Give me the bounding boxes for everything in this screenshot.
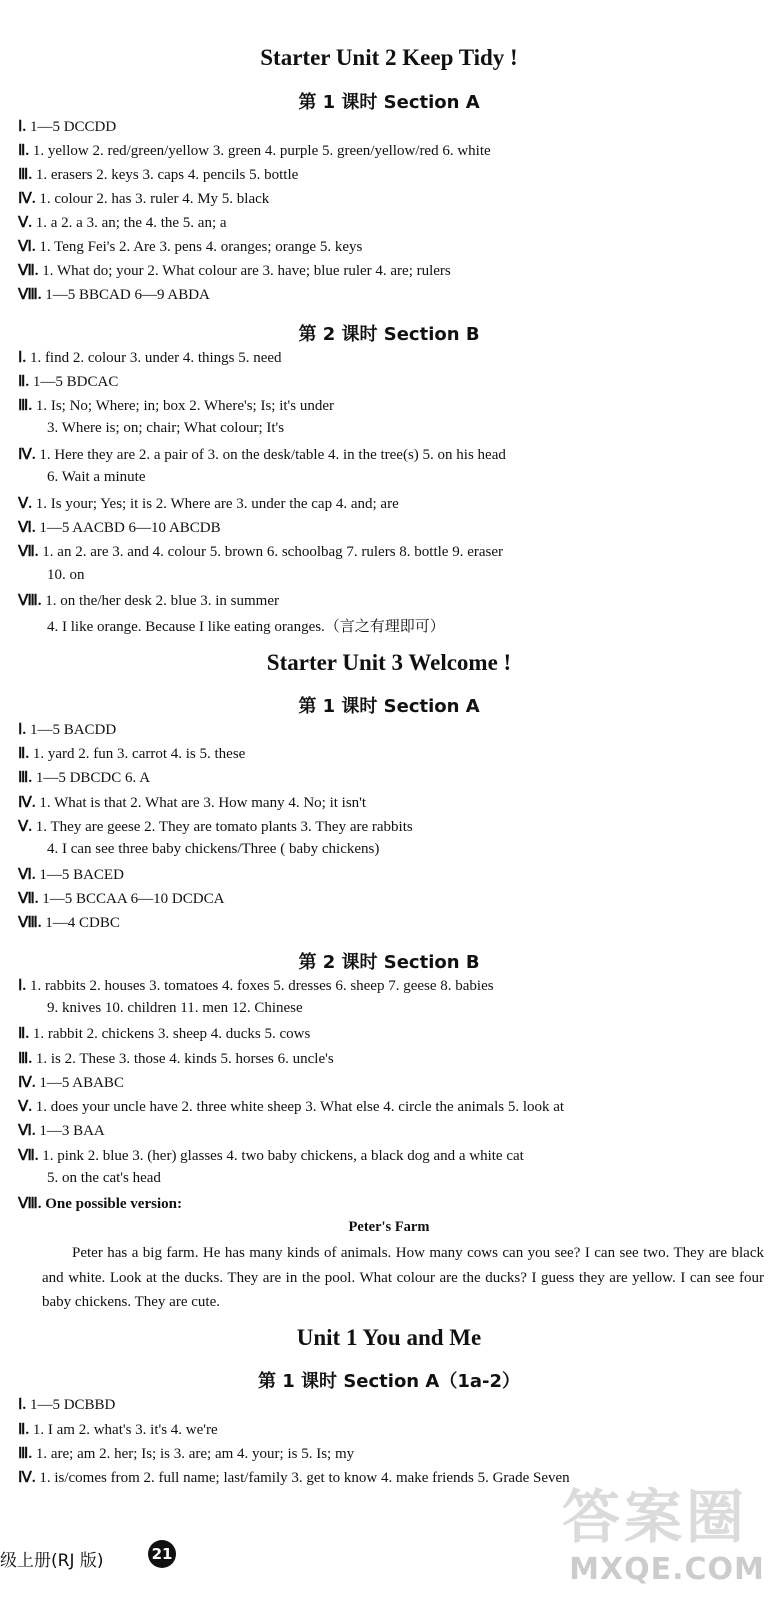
answer-line: Ⅰ. 1—5 BACDD <box>18 722 117 738</box>
answer-line: Ⅰ. 1. find 2. colour 3. under 4. things 5. need <box>18 350 282 366</box>
answer-line: Ⅳ. 1. is/comes from 2. full name; last/family 3. get to know 4. make friends 5. Grade Seven <box>18 1470 570 1486</box>
answer-line: 3. Where is; on; chair; What colour; It's <box>47 420 285 436</box>
answer-line: Ⅲ. 1. is 2. These 3. those 4. kinds 5. horses 6. uncle's <box>18 1051 334 1067</box>
answer-line: Ⅰ. 1—5 DCBBD <box>18 1397 116 1413</box>
answer-line: Ⅱ. 1. I am 2. what's 3. it's 4. we're <box>18 1422 218 1438</box>
answer-line: 9. knives 10. children 11. men 12. Chinese <box>47 1000 303 1016</box>
answer-line: 10. on <box>47 567 85 583</box>
answer-line: Ⅷ. 1—4 CDBC <box>18 915 120 931</box>
answer-line: Ⅴ. 1. a 2. a 3. an; the 4. the 5. an; a <box>18 215 227 231</box>
answer-line: Ⅱ. 1—5 BDCAC <box>18 374 119 390</box>
answer-line: Ⅱ. 1. yellow 2. red/green/yellow 3. green 4. purple 5. green/yellow/red 6. white <box>18 143 491 159</box>
essay-title: Peter's Farm <box>348 1219 430 1235</box>
answer-line: Ⅳ. 1. What is that 2. What are 3. How many 4. No; it isn't <box>18 795 367 811</box>
unit-title-starter-2: Starter Unit 2 Keep Tidy ! <box>260 45 518 70</box>
answer-line: Ⅵ. 1—3 BAA <box>18 1123 105 1139</box>
answer-line: Ⅱ. 1. rabbit 2. chickens 3. sheep 4. ducks 5. cows <box>18 1026 311 1042</box>
answer-line: Ⅴ. 1. does your uncle have 2. three white sheep 3. What else 4. circle the animals 5. look at <box>18 1099 565 1115</box>
essay-body: Peter has a big farm. He has many kinds of animals. How many cows can you see? I can see two. They are black and white. Look at the ducks. They are in the pool. What colour are the ducks? I guess they are yellow. I can see four baby chickens. They are cute. <box>42 1245 764 1310</box>
answer-line: 6. Wait a minute <box>47 469 146 485</box>
watermark-logo-mark: 答案圈 <box>562 1483 749 1551</box>
page-number: 21 <box>148 1540 176 1568</box>
section-title: 第 1 课时 Section A <box>298 696 480 717</box>
answer-line: Ⅶ. 1. pink 2. blue 3. (her) glasses 4. two baby chickens, a black dog and a white cat <box>18 1148 524 1164</box>
answer-line: Ⅲ. 1. erasers 2. keys 3. caps 4. pencils 5. bottle <box>18 167 299 183</box>
answer-line: Ⅷ. 1—5 BBCAD 6—9 ABDA <box>18 287 210 303</box>
answer-line: Ⅳ. 1. colour 2. has 3. ruler 4. My 5. black <box>18 191 270 207</box>
answer-line: 4. I like orange. Because I like eating oranges.（言之有理即可） <box>47 619 445 635</box>
watermark-site: MXQE.COM <box>569 1552 765 1587</box>
answer-line: Ⅶ. 1. an 2. are 3. and 4. colour 5. brown 6. schoolbag 7. rulers 8. bottle 9. eraser <box>18 544 504 560</box>
section-title: 第 2 课时 Section B <box>298 952 480 973</box>
watermark-logo <box>562 1470 772 1595</box>
answer-line: Ⅶ. 1. What do; your 2. What colour are 3. have; blue ruler 4. are; rulers <box>18 263 451 279</box>
answer-line: 5. on the cat's head <box>47 1170 161 1186</box>
answer-line: Ⅳ. 1—5 ABABC <box>18 1075 124 1091</box>
answer-line: Ⅰ. 1. rabbits 2. houses 3. tomatoes 4. foxes 5. dresses 6. sheep 7. geese 8. babies <box>18 978 494 994</box>
answer-line: Ⅵ. 1—5 AACBD 6—10 ABCDB <box>18 520 221 536</box>
section-title: 第 1 课时 Section A（1a-2） <box>258 1371 520 1392</box>
answer-line: Ⅲ. 1—5 DBCDC 6. A <box>18 770 151 786</box>
answer-line: Ⅲ. 1. are; am 2. her; Is; is 3. are; am 4. your; is 5. Is; my <box>18 1446 355 1462</box>
answer-line: Ⅵ. 1—5 BACED <box>18 867 124 883</box>
answer-line: Ⅶ. 1—5 BCCAA 6—10 DCDCA <box>18 891 225 907</box>
answer-line: Ⅵ. 1. Teng Fei's 2. Are 3. pens 4. oranges; orange 5. keys <box>18 239 363 255</box>
answer-line: Ⅱ. 1. yard 2. fun 3. carrot 4. is 5. these <box>18 746 246 762</box>
answer-line: 4. I can see three baby chickens/Three ( baby chickens) <box>47 841 380 857</box>
answer-line: Ⅴ. 1. Is your; Yes; it is 2. Where are 3. under the cap 4. and; are <box>18 496 399 512</box>
section-title: 第 1 课时 Section A <box>298 92 480 113</box>
answer-line: Ⅳ. 1. Here they are 2. a pair of 3. on the desk/table 4. in the tree(s) 5. on his head <box>18 447 506 463</box>
answer-line: Ⅷ. 1. on the/her desk 2. blue 3. in summer <box>18 593 279 609</box>
answer-line: Ⅴ. 1. They are geese 2. They are tomato plants 3. They are rabbits <box>18 819 413 835</box>
section-title: 第 2 课时 Section B <box>298 324 480 345</box>
answer-line: Ⅲ. 1. Is; No; Where; in; box 2. Where's; Is; it's under <box>18 398 334 414</box>
answer-line: Ⅰ. 1—5 DCCDD <box>18 119 117 135</box>
book-edition-label: 级上册(RJ 版) <box>0 1551 104 1571</box>
answer-line: Ⅷ. One possible version: <box>18 1196 182 1212</box>
unit-title-starter-3: Starter Unit 3 Welcome ! <box>266 650 512 675</box>
unit-title-unit-1: Unit 1 You and Me <box>296 1325 482 1350</box>
